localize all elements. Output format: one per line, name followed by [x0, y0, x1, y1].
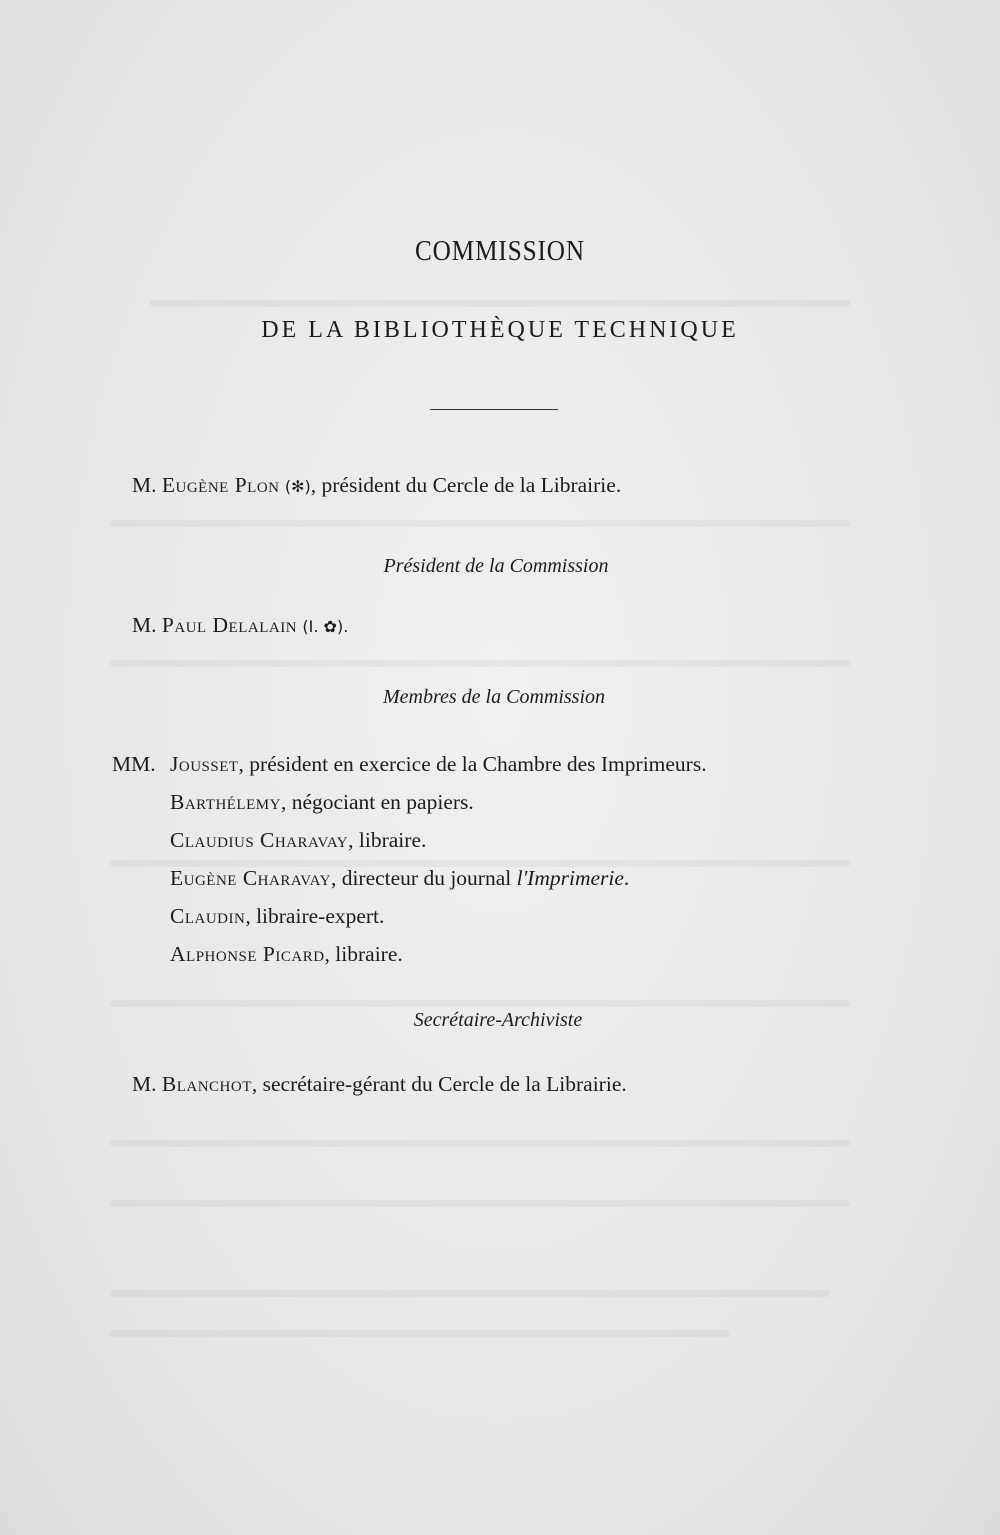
role-heading-secretary: Secrétaire-Archiviste: [413, 1009, 583, 1031]
show-through-line: [110, 1290, 830, 1297]
legion-honneur-icon: (✻): [284, 477, 311, 496]
show-through-line: [110, 1200, 850, 1207]
commission-president-entry: [132, 613, 348, 638]
member-description: , libraire.: [324, 942, 403, 966]
member-entry: [170, 904, 384, 929]
show-through-line: [110, 660, 850, 667]
member-entry: [170, 942, 403, 967]
title-divider: [430, 409, 558, 410]
show-through-line: [150, 300, 850, 307]
member-name: Alphonse Picard: [170, 942, 325, 966]
member-entry: [170, 866, 629, 891]
member-entry: [170, 752, 707, 777]
member-name: Eugène Charavay: [170, 866, 331, 890]
commission-president-name: Paul Delalain: [161, 613, 298, 637]
journal-title: l'Imprimerie: [516, 866, 624, 890]
member-description: , négociant en papiers.: [280, 790, 474, 814]
president-name: Eugène Plon: [161, 473, 280, 497]
instruction-publique-icon: (I. ✿).: [302, 617, 349, 636]
role-heading-members: Membres de la Commission: [382, 686, 606, 708]
members-prefix: MM.: [112, 752, 156, 776]
member-name: Barthélemy: [170, 790, 281, 814]
member-description: , libraire.: [348, 828, 427, 852]
secretary-entry: [132, 1072, 627, 1097]
member-description: , président en exercice de la Chambre des Imprimeurs.: [238, 752, 707, 776]
commission-president-prefix: M.: [132, 613, 157, 637]
president-prefix: M.: [132, 473, 157, 497]
show-through-line: [110, 1000, 850, 1007]
member-entry: [170, 790, 474, 815]
president-description: , président du Cercle de la Librairie.: [310, 473, 622, 497]
member-name: Jousset: [170, 752, 239, 776]
secretary-description: , secrétaire-gérant du Cercle de la Librairie.: [251, 1072, 627, 1096]
show-through-line: [110, 520, 850, 527]
member-name: Claudius Charavay: [170, 828, 349, 852]
member-name: Claudin: [170, 904, 246, 928]
secretary-name: Blanchot: [161, 1072, 252, 1096]
role-heading-president: Président de la Commission: [383, 555, 609, 577]
member-entry: [170, 828, 426, 853]
member-suffix: .: [623, 866, 630, 890]
show-through-line: [110, 1330, 730, 1337]
page-subtitle: DE LA BIBLIOTHÈQUE TECHNIQUE: [261, 317, 739, 343]
president-entry: [132, 473, 621, 498]
show-through-line: [110, 1140, 850, 1147]
page-title: COMMISSION: [414, 236, 586, 267]
secretary-prefix: M.: [132, 1072, 157, 1096]
member-description: , directeur du journal: [330, 866, 517, 890]
member-description: , libraire-expert.: [245, 904, 385, 928]
